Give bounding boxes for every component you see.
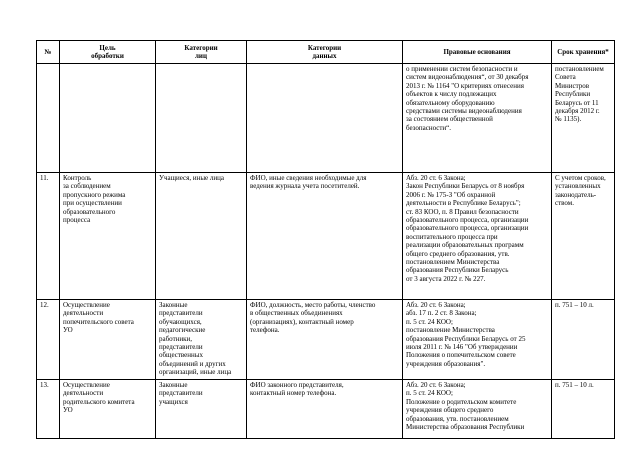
table-row [37, 64, 615, 173]
row-purpose: Контроль за соблюдением пропускного режима при осуществлении образовательного процесса [60, 173, 156, 300]
table-row [37, 380, 615, 439]
row-legal: Абз. 20 ст. 6 Закона; Закон Республики Беларусь от 8 ноября 2006 г. № 175-З "Об охранной деятельности в Республике Беларусь"; ст. 83 КОО, п. 8 Правил безопасности образовательного процесса, организации образовательного процесса, организации воспитательного процесса при реализации образовательных программ общего среднего образования, утв. постановлением Министерства образования Республики Беларусь от 3 августа 2022 г. № 227. [403, 173, 552, 300]
row-data: ФИО законного представителя, контактный номер телефона. [247, 380, 403, 439]
row-legal: Абз. 20 ст. 6 Закона; п. 5 ст. 24 КОО; Положение о родительском комитете учреждения общего среднего образования, утв. постановлением Министерства образования Республики [403, 380, 552, 439]
header-purpose: Цель обработки [60, 41, 156, 64]
header-row [37, 41, 615, 64]
row-num: 11. [37, 173, 60, 300]
row-legal: Абз. 20 ст. 6 Закона; абз. 17 п. 2 ст. 8 Закона; п. 5 ст. 24 КОО; постановление Министерства образования Республики Беларусь от 25 июля 2011 г. № 146 "Об утверждении Положения о попечительском совете учреждения образования". [403, 300, 552, 380]
processing-table [36, 40, 615, 439]
row-term: С учетом сроков, установленных законодатель- ством. [552, 173, 615, 300]
row-subjects: Учащиеся, иные лица [156, 173, 247, 300]
row-legal: о применении систем безопасности и систем видеонаблюдения“, от 30 декабря 2013 г. № 1164 "О критериях отнесения объектов к числу подлежащих обязательному оборудованию средствами системы видеонаблюдения за состоянием общественной безопасности“. [403, 64, 552, 173]
row-num [37, 64, 60, 173]
row-term: п. 751 – 10 л. [552, 300, 615, 380]
row-term: постановлением Совета Министров Республики Беларусь от 11 декабря 2012 г. № 1135). [552, 64, 615, 173]
header-legal: Правовые основания [403, 41, 552, 64]
table-row [37, 173, 615, 300]
header-num: № [37, 41, 60, 64]
table-row [37, 300, 615, 380]
row-num: 13. [37, 380, 60, 439]
row-purpose [60, 64, 156, 173]
row-data: ФИО, иные сведения необходимые для ведения журнала учета посетителей. [247, 173, 403, 300]
header-data: Категории данных [247, 41, 403, 64]
header-term: Срок хранения* [552, 41, 615, 64]
row-purpose: Осуществление деятельности родительского комитета УО [60, 380, 156, 439]
row-subjects: Законные представители обучающихся, педагогические работники, представители общественных объединений и других организаций, иные лица [156, 300, 247, 380]
row-data [247, 64, 403, 173]
row-data: ФИО, должность, место работы, членство в общественных объединениях (организациях), контактный номер телефона. [247, 300, 403, 380]
row-subjects: Законные представители учащихся [156, 380, 247, 439]
row-term: п. 751 – 10 л. [552, 380, 615, 439]
row-num: 12. [37, 300, 60, 380]
row-subjects [156, 64, 247, 173]
row-purpose: Осуществление деятельности попечительского совета УО [60, 300, 156, 380]
header-subjects: Категории лиц [156, 41, 247, 64]
